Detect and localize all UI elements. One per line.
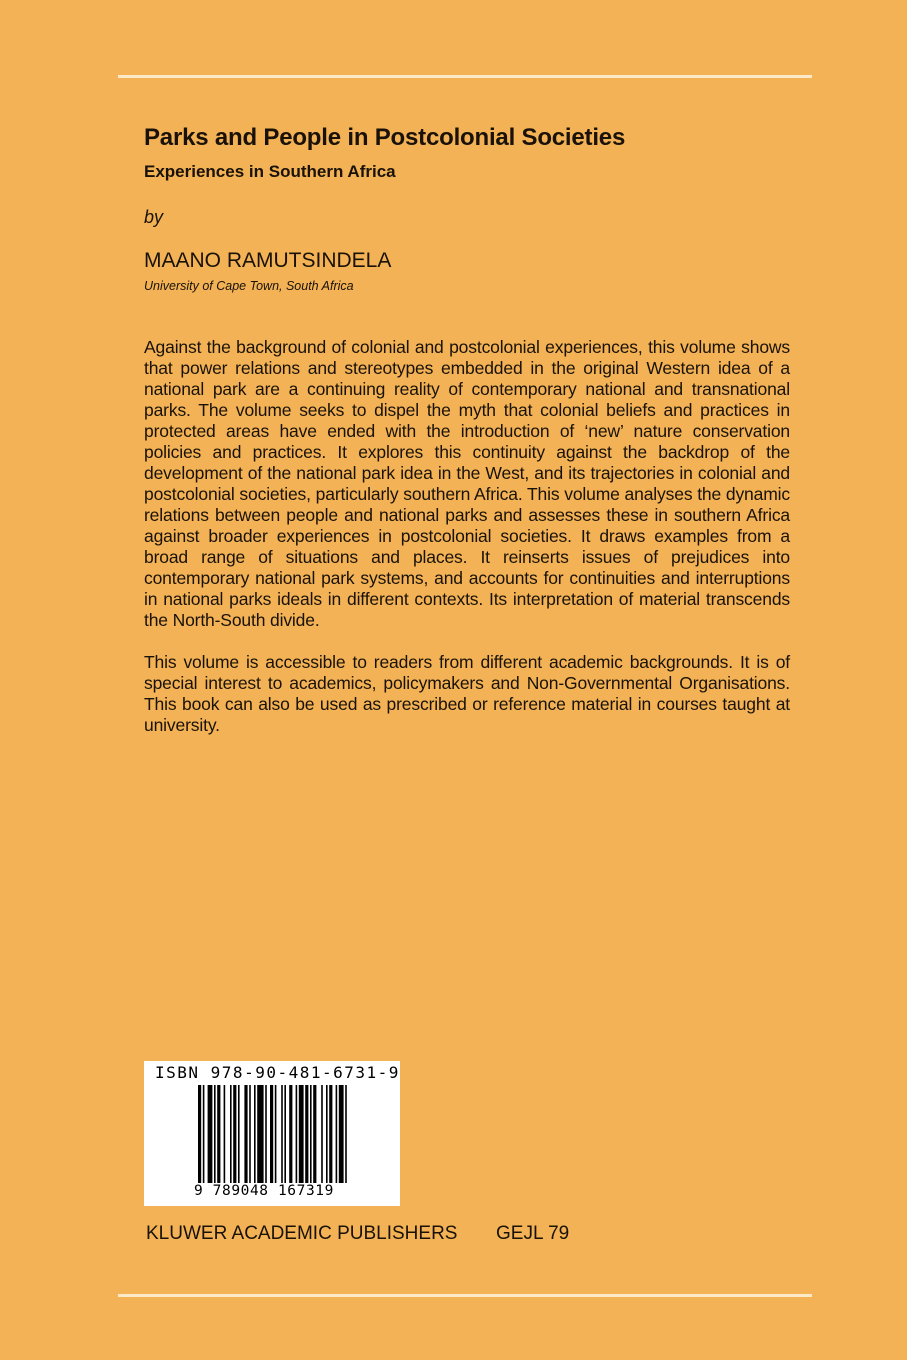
barcode-bar xyxy=(336,1085,338,1183)
barcode-bar xyxy=(244,1085,247,1183)
barcode-bar xyxy=(224,1085,226,1183)
series-code: GEJL 79 xyxy=(496,1223,570,1244)
barcode-bar xyxy=(265,1085,267,1183)
barcode-bar xyxy=(233,1085,236,1183)
barcode-bar xyxy=(345,1085,347,1183)
book-title: Parks and People in Postcolonial Societies xyxy=(144,124,626,151)
book-subtitle: Experiences in Southern Africa xyxy=(144,162,396,181)
barcode-bar xyxy=(217,1085,220,1183)
top-rule xyxy=(118,75,812,78)
author-name: MAANO RAMUTSINDELA xyxy=(144,249,392,272)
blurb-paragraph: This volume is accessible to readers from different academic backgrounds. It is of special interest to academics, policymakers and Non-Governmental Organisations. This book can also be used as prescribed or reference material in courses taught at university. xyxy=(144,652,790,735)
barcode-bar xyxy=(326,1085,328,1183)
barcode-bar xyxy=(254,1085,256,1183)
blurb xyxy=(144,337,790,757)
barcode-bar xyxy=(289,1085,292,1183)
barcode-bar xyxy=(275,1085,277,1183)
barcode-bar xyxy=(313,1085,316,1183)
barcode-bar xyxy=(198,1085,201,1183)
barcode-bar xyxy=(238,1085,240,1183)
barcode-bar xyxy=(296,1085,298,1183)
barcode-bar xyxy=(329,1085,332,1183)
barcode-bar xyxy=(339,1085,344,1183)
barcode-bar xyxy=(203,1085,205,1183)
barcode-bar xyxy=(249,1085,251,1183)
barcode-bar xyxy=(230,1085,232,1183)
barcode-bar xyxy=(270,1085,273,1183)
isbn-barcode-block xyxy=(144,1061,400,1206)
barcode-bar xyxy=(310,1085,312,1183)
publisher-name: KLUWER ACADEMIC PUBLISHERS xyxy=(146,1223,458,1244)
barcode-digits: 9 789048 167319 xyxy=(194,1183,334,1199)
barcode-bar xyxy=(257,1085,263,1183)
barcode-bar xyxy=(284,1085,286,1183)
isbn-label: ISBN 978-90-481-6731-9 xyxy=(155,1063,400,1082)
by-label: by xyxy=(144,207,164,227)
barcode-bar xyxy=(299,1085,304,1183)
barcode-icon xyxy=(198,1085,348,1183)
author-affiliation: University of Cape Town, South Africa xyxy=(144,279,354,293)
barcode-bar xyxy=(321,1085,323,1183)
barcode-bar xyxy=(214,1085,216,1183)
barcode-bar xyxy=(305,1085,308,1183)
barcode-bar xyxy=(208,1085,213,1183)
barcode-bar xyxy=(281,1085,283,1183)
bottom-rule xyxy=(118,1294,812,1297)
blurb-paragraph: Against the background of colonial and postcolonial experiences, this volume shows that power relations and stereotypes embedded in the original Western idea of a national park are a continuing reality of contemporary national and transnational parks. The volume seeks to dispel the myth that colonial beliefs and practices in protected areas have ended with the introduction of ‘new’ nature conservation policies and practices. It explores this continuity against the backdrop of the development of the national park idea in the West, and its trajectories in colonial and postcolonial societies, particularly southern Africa. This volume analyses the dynamic relations between people and national parks and assesses these in southern Africa against broader experiences in postcolonial societies. It draws examples from a broad range of situations and places. It reinserts issues of prejudices into contemporary national park systems, and accounts for continuities and interruptions in national parks ideals in different contexts. Its interpretation of material transcends the North-South divide. xyxy=(144,337,790,630)
